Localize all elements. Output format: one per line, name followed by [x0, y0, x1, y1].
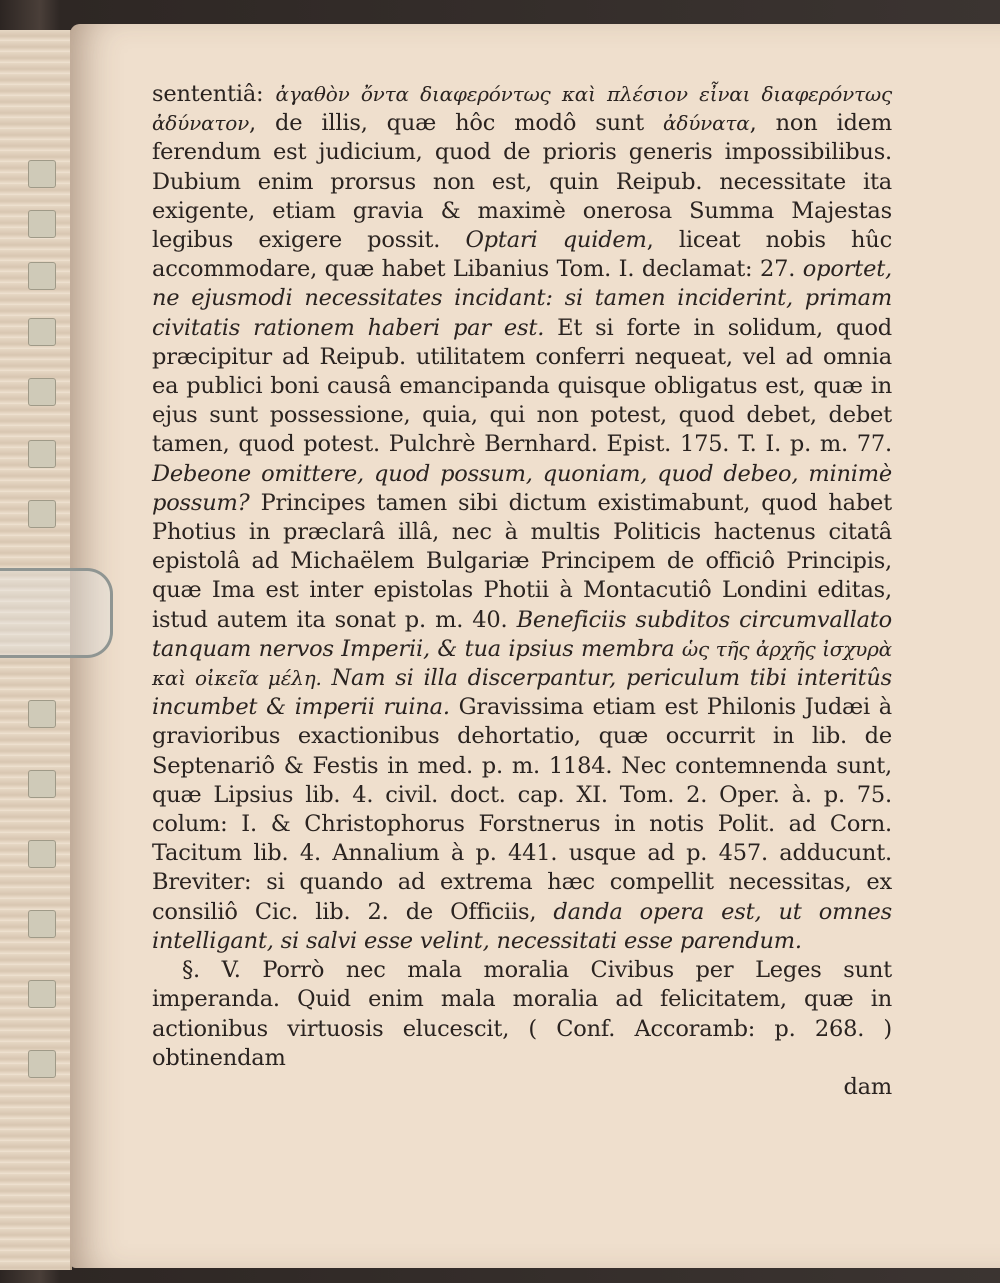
text-run: [322, 665, 332, 691]
index-tab: [28, 840, 56, 868]
greek-run: ἀδύνατα: [663, 111, 750, 136]
paragraph-main: [152, 80, 892, 956]
italic-run: Debeone omittere, quod possum, quoniam, quod debeo, minimè possum?: [152, 460, 892, 516]
text-run: Principes tamen sibi dictum existimabunt, quod habet Photius in præclarâ illâ, nec à multis Politicis hactenus citatâ epistolâ ad Michaëlem Bulgariæ Principem de officiô Principis, quæ Ima est inter epistolas Photii à Montacutiô Londini editas, istud autem ita sonat p. m. 40.: [152, 489, 892, 633]
text-run: sententiâ:: [152, 81, 276, 107]
page-text: [152, 80, 892, 1102]
italic-run: Optari quidem: [465, 227, 647, 254]
index-tab: [28, 440, 56, 468]
text-run: Gravissima etiam est Philonis Judæi à gravioribus exactionibus dehortatio, quæ occurrit in lib. de Septenariô & Festis in med. p. m. 1184. Nec contemnenda sunt, quæ Lipsius lib. 4. civil. doct. cap. XI. Tom. 2. Oper. à. p. 75. colum: I. & Christophorus Forstnerus in notis Polit. ad Corn. Tacitum lib. 4. Annalium à p. 441. usque ad p. 457. adducunt. Breviter: si quando ad extrema hæc compellit necessitas, ex consiliô Cic. lib. 2. de Officiis,: [152, 694, 892, 925]
index-tab: [28, 700, 56, 728]
index-tab: [28, 980, 56, 1008]
text-run: , liceat nobis hûc accommodare, quæ habet Libanius Tom. I. declamat: 27.: [152, 227, 892, 283]
greek-run: ὡς τῆς ἀρχῆς ἰσχυρὰ καὶ οἰκεῖα μέλη.: [152, 636, 892, 691]
paper-clip: [0, 568, 113, 658]
italic-run: danda opera est, ut omnes intelligant, si salvi esse velint, necessitati esse parendum.: [152, 898, 892, 954]
index-tab: [28, 500, 56, 528]
index-tab: [28, 318, 56, 346]
index-tab: [28, 210, 56, 238]
text-run: , de illis, quæ hôc modô sunt: [249, 110, 664, 137]
italic-run: Beneficiis subditos circumvallato tanquam nervos Imperii, & tua ipsius membra: [152, 606, 892, 662]
index-tab: [28, 262, 56, 290]
index-tab: [28, 160, 56, 188]
text-run: §. V. Porrò nec mala moralia Civibus per Leges sunt imperanda. Quid enim mala moralia ad felicitatem, quæ in actionibus virtuosis elucescit, ( Conf. Accoramb: p. 268. ) obtinendam: [152, 957, 892, 1071]
index-tab: [28, 378, 56, 406]
paragraph-section-v: [152, 956, 892, 1073]
index-tab: [28, 770, 56, 798]
catchword: dam: [843, 1073, 892, 1100]
text-run: , non idem ferendum est judicium, quod de prioris generis impossibilibus. Dubium enim prorsus non est, quin Reipub. necessitate ita exigente, etiam gravia & maximè onerosa Summa Majestas legibus exigere possit.: [152, 110, 892, 254]
greek-run: ἀγαθὸν ὄντα διαφερόντως καὶ πλέσιον εἶναι διαφερόντως ἀδύνατον: [152, 82, 892, 136]
index-tab: [28, 1050, 56, 1078]
index-tab: [28, 910, 56, 938]
text-run: Et si forte in solidum, quod præcipitur ad Reipub. utilitatem conferri nequeat, vel ad omnia ea publici boni causâ emancipanda quisque obligatus est, quæ in ejus sunt possessione, quia, qui non potest, quod debet, debet tamen, quod potest. Pulchrè Bernhard. Epist. 175. T. I. p. m. 77.: [152, 314, 892, 458]
italic-run: Nam si illa discerpantur, periculum tibi interitûs incumbet & imperii ruina.: [152, 665, 892, 721]
italic-run: oportet, ne ejusmodi necessitates incidant: si tamen inciderint, primam civitatis rationem haberi par est.: [152, 256, 892, 341]
